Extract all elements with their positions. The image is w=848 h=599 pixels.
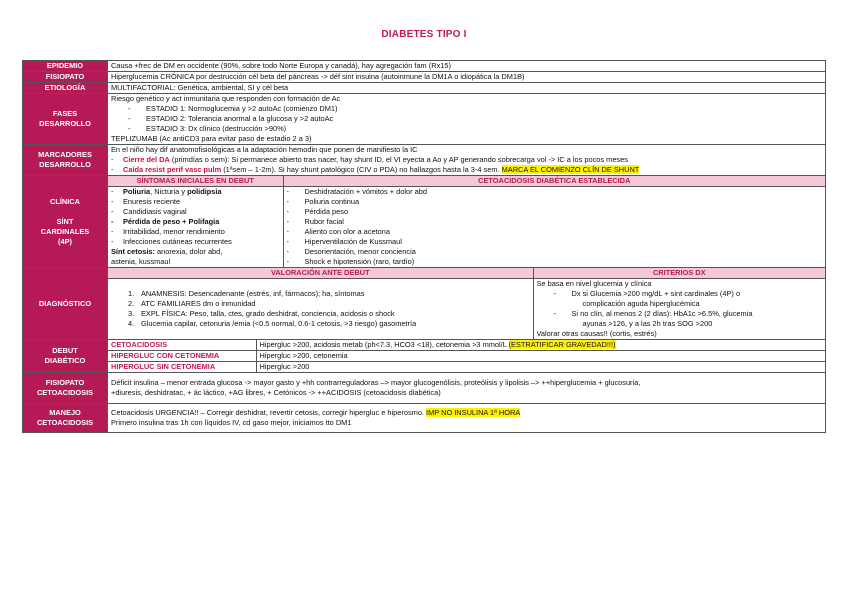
sintoma-infecciones: - Infecciones cutáneas recurrentes (111, 237, 280, 247)
debut-cetoacidosis-desc: Hipergluc >200, acidosis metab (ph<7.3, HCO3 <18), cetonemia >3 mmol/L (ESTRATIFICAR GRAVEDAD!!!) (256, 340, 825, 351)
marcadores-content (108, 145, 826, 176)
label-marcadores: MARCADORES DESARROLLO (23, 145, 108, 176)
debut-con-cetonemia-desc: Hipergluc >200, cetonemia (256, 351, 825, 362)
clinica-inner-table (108, 176, 825, 267)
criterios-intro: Se basa en nivel glucemia y clínica (536, 279, 652, 288)
label-fisiopato: FISIOPATO (23, 72, 108, 83)
header-criterios-dx: CRITERIOS DX (533, 268, 825, 279)
label-fisiopato-cetoacidosis: FISIOPATO CETOACIDOSIS (23, 373, 108, 404)
row-fases (23, 94, 826, 145)
row-diagnostico (23, 268, 826, 340)
sintoma-irritabilidad: - Irritabilidad, menor rendimiento (111, 227, 280, 237)
criterios-outro: Valorar otras causas!! (cortis, estrés) (536, 329, 657, 338)
diagnostico-inner-table (108, 268, 825, 339)
sintoma-cetosis: Sínt cetosis: anorexia, dolor abd, (111, 247, 223, 256)
label-diagnostico: DIAGNÓSTICO (23, 268, 108, 340)
label-debut: DEBUT DIABÉTICO (23, 340, 108, 373)
row-debut (23, 340, 826, 373)
ceto-item: - Rubor facial (287, 217, 823, 227)
highlight-no-insulina: IMP NO INSULINA 1ª HORA (426, 408, 521, 417)
row-clinica (23, 176, 826, 268)
marcador-caida-resist: - Caída resist perif vasc pulm (1ªsem – 1-2m). Si hay shunt patológico (CIV o PDA) no hallazgos hasta la 3-4 sem. MARCA EL COMIENZO CLÍN DE SHUNT (111, 165, 822, 175)
debut-sin-cetonemia-label: HIPERGLUC SIN CETONEMIA (108, 362, 256, 373)
fisiopato-text: Hiperglucemia CRÓNICA por destrucción cél beta del páncreas -> déf sint insuina (autoinmune la DM1A o idiopática la DM1B) (108, 72, 826, 83)
valoracion-step: 4. Glucemia capilar, cetonuria /emia (<0.5 normal, 0.6-1 cetosis, >3 riesgo) gasometría (128, 319, 417, 328)
valoracion-step: 3. EXPL FÍSICA: Peso, talla, ctes, grado deshidrat, conciencia, acidosis o shock (128, 309, 395, 318)
valoracion-step: 1. ANAMNESIS: Desencadenante (estrés, inf, fármacos); ha, síntomas (128, 289, 365, 298)
label-fases: FASES DESARROLLO (23, 94, 108, 145)
debut-con-cetonemia-label: HIPERGLUC CON CETONEMIA (108, 351, 256, 362)
label-epidemio: EPIDEMIO (23, 61, 108, 72)
ceto-item: - Pérdida peso (287, 207, 823, 217)
ceto-item: - Aliento con olor a acetona (287, 227, 823, 237)
sintoma-perdida-peso: - Pérdida de peso + Polifagia (111, 217, 280, 227)
debut-content (108, 340, 826, 373)
ceto-item: - Hiperventilación de Kussmaul (287, 237, 823, 247)
cetoacidosis-list (283, 187, 825, 268)
row-fisiopato (23, 72, 826, 83)
sintoma-astenia: astenia, kussmaul (111, 257, 171, 266)
sintomas-iniciales-list (108, 187, 283, 268)
criterio-1: - Dx si Glucemia >200 mg/dL + sint cardinales (4P) o (537, 289, 823, 299)
debut-cetoacidosis-label: CETOACIDOSIS (108, 340, 256, 351)
fases-intro: Riesgo genético y act inmunitaria que responden con formación de Ac (111, 94, 341, 103)
estadio-1: - ESTADIO 1: Normoglucemia y >2 autoAc (comienzo DM1) (111, 104, 822, 114)
debut-sin-cetonemia-desc: Hipergluc >200 (256, 362, 825, 373)
row-epidemio (23, 61, 826, 72)
criterio-1-cont: complicación aguda hiperglucémica (582, 299, 700, 308)
diabetes-table (22, 60, 826, 433)
diagnostico-content (108, 268, 826, 340)
row-etiologia (23, 83, 826, 94)
row-fisiopato-cetoacidosis (23, 373, 826, 404)
header-cetoacidosis-establecida: CETOACIDOSIS DIABÉTICA ESTABLECIDA (283, 176, 825, 187)
page-title: DIABETES TIPO I (381, 29, 467, 40)
ceto-item: - Desorientación, menor conciencia (287, 247, 823, 257)
sintoma-candidiasis: - Candidiasis vaginal (111, 207, 280, 217)
label-etiologia: ETIOLOGÍA (23, 83, 108, 94)
row-manejo-cetoacidosis (23, 404, 826, 433)
estadio-3: - ESTADIO 3: Dx clínico (destrucción >90%) (111, 124, 822, 134)
ceto-item: - Deshidratación + vómitos + dolor abd (287, 187, 823, 197)
fisiopato-cetoacidosis-text: Déficit insulina – menor entrada glucosa -> mayor gasto y +hh contrarreguladoras –> mayor glucogenólisis, proteólisis y lipolisis –> ++hiperglucemia + glucosuria, +diuresis, deshidratac, + ác láctico, +AG libres, + Cetónicos -> ++ACIDOSIS (cetoacidosis diabética) (108, 373, 826, 404)
highlight-estratificar: (ESTRATIFICAR GRAVEDAD!!!) (508, 340, 616, 349)
label-clinica: CLÍNICA SÍNT CARDINALES (4P) (23, 176, 108, 268)
teplizumab-note: TEPLIZUMAB (Ac antiCD3 para evitar paso de estadio 2 a 3) (111, 134, 312, 143)
highlight-shunt: MARCA EL COMIENZO CLÍN DE SHUNT (501, 165, 640, 174)
debut-inner-table (108, 340, 825, 372)
criterio-2-cont: ayunas >126, y a las 2h tras SOG >200 (582, 319, 713, 328)
marcador-cierre-da: - Cierre del DA (primdías o sem): Si permanece abierto tras nacer, hay shunt ID, el VI eyecta a Ao y AP generando sobrecarga vol -> IC a los pocos meses (111, 155, 822, 165)
ceto-item: - Poliuria continua (287, 197, 823, 207)
clinica-content (108, 176, 826, 268)
ceto-item: - Shock e hipotensión (raro, tardío) (287, 257, 823, 267)
header-sintomas-iniciales: SÍNTOMAS INICIALES EN DEBUT (108, 176, 283, 187)
sintoma-poliuria: - Poliuria, Nicturia y polidipsia (111, 187, 280, 197)
epidemio-text: Causa +frec de DM en occidente (90%, sobre todo Norte Europa y canadá), hay agregación fam (Rx15) (108, 61, 826, 72)
valoracion-list (108, 279, 533, 340)
valoracion-step: 2. ATC FAMILIARES dm o inmunidad (128, 299, 256, 308)
criterios-list (533, 279, 825, 340)
estadio-2: - ESTADIO 2: Tolerancia anormal a la glucosa y >2 autoAc (111, 114, 822, 124)
header-valoracion-debut: VALORACIÓN ANTE DEBUT (108, 268, 533, 279)
row-marcadores (23, 145, 826, 176)
fases-content (108, 94, 826, 145)
manejo-cetoacidosis-text: Cetoacidosis URGENCIA!! – Corregir deshidrat, revertir cetosis, corregir hipergluc e hiperosmo. IMP NO INSULINA 1ª HORA Primero insulina tras 1h con líquidos IV, cd gaso mejor, iniciamos tto DM1 (108, 404, 826, 433)
label-manejo-cetoacidosis: MANEJO CETOACIDOSIS (23, 404, 108, 433)
sintoma-enuresis: - Enuresis reciente (111, 197, 280, 207)
marcadores-intro: En el niño hay dif anatomofisiológicas a la adaptación hemodin que ponen de manifiesto la IC (111, 145, 418, 154)
etiologia-text: MULTIFACTORIAL: Genética, ambiental, SI y cél beta (108, 83, 826, 94)
criterio-2: - Si no clín, al menos 2 (2 días): HbA1c >6.5%, glucemia (537, 309, 823, 319)
